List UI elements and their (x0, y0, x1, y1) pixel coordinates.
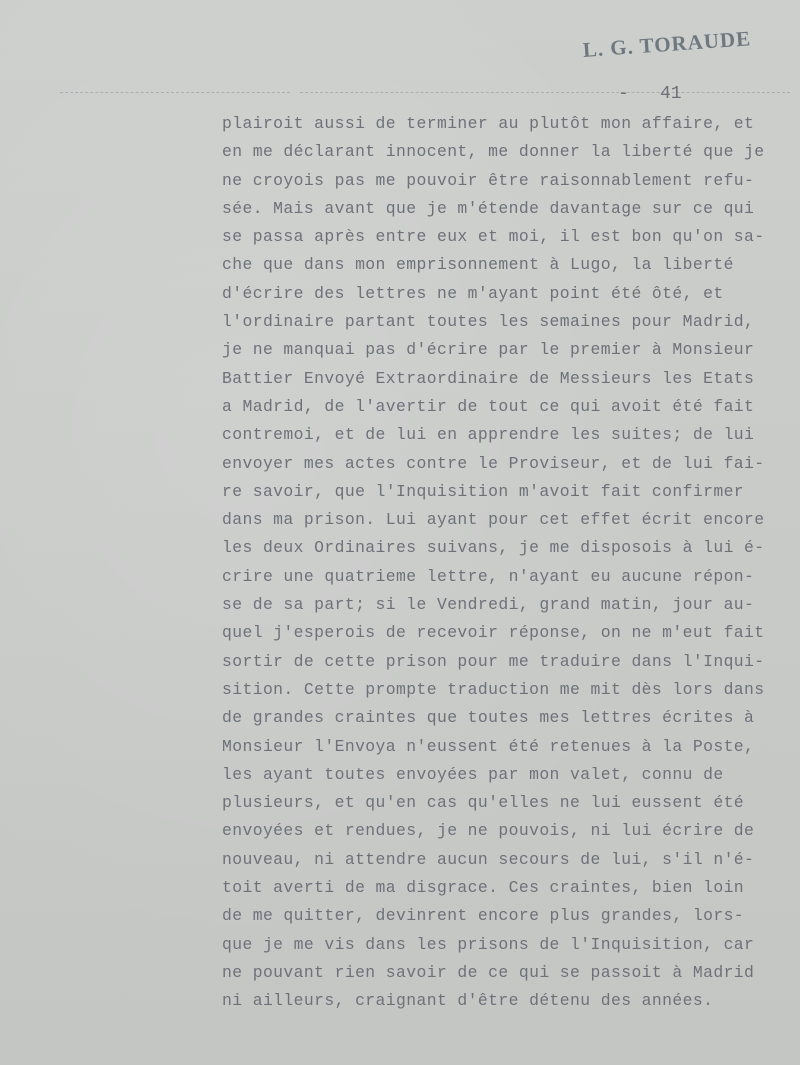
page-number: 41 (660, 84, 682, 104)
text-line: re savoir, que l'Inquisition m'avoit fait confirmer (222, 481, 745, 501)
text-line: plairoit aussi de terminer au plutôt mon affaire, et (222, 114, 755, 133)
text-line: crire une quatrieme lettre, n'ayant eu aucune répon- (222, 566, 755, 586)
text-line: je ne manquai pas d'écrire par le premier à Monsieur (222, 340, 755, 360)
text-line: ne pouvant rien savoir de ce qui se passoit à Madrid (222, 962, 755, 982)
header-rule-right (300, 92, 790, 93)
text-line: sortir de cette prison pour me traduire dans l'Inqui- (222, 651, 765, 671)
text-line: Battier Envoyé Extraordinaire de Messieurs les Etats (222, 368, 755, 388)
text-line: contremoi, et de lui en apprendre les suites; de lui (222, 425, 755, 445)
text-line: se de sa part; si le Vendredi, grand matin, jour au- (222, 595, 755, 615)
text-line: de me quitter, devinrent encore plus grandes, lors- (222, 906, 745, 926)
header-rule-left (60, 92, 290, 93)
text-line: les ayant toutes envoyées par mon valet, connu de (222, 764, 724, 784)
text-line: l'ordinaire partant toutes les semaines pour Madrid, (222, 312, 755, 332)
typed-text-body (222, 110, 790, 1016)
text-line: d'écrire des lettres ne m'ayant point été ôté, et (222, 283, 724, 303)
text-line: che que dans mon emprisonnement à Lugo, la liberté (222, 255, 734, 275)
text-line: envoyées et rendues, je ne pouvois, ni lui écrire de (222, 821, 755, 841)
text-line: sée. Mais avant que je m'étende davantage sur ce qui (222, 198, 755, 218)
text-line: que je me vis dans les prisons de l'Inquisition, car (222, 934, 755, 954)
text-line: les deux Ordinaires suivans, je me disposois à lui é- (222, 538, 765, 558)
library-stamp: L. G. TORAUDE (582, 26, 752, 62)
text-line: quel j'esperois de recevoir réponse, on ne m'eut fait (222, 623, 765, 643)
text-line: nouveau, ni attendre aucun secours de lui, s'il n'é- (222, 849, 755, 869)
text-line: plusieurs, et qu'en cas qu'elles ne lui eussent été (222, 793, 745, 813)
text-line: Monsieur l'Envoya n'eussent été retenues à la Poste, (222, 736, 755, 756)
text-line: ni ailleurs, craignant d'être détenu des années. (222, 991, 714, 1011)
text-line: en me déclarant innocent, me donner la liberté que je (222, 142, 765, 162)
text-line: ne croyois pas me pouvoir être raisonnablement refu- (222, 170, 755, 190)
text-line: a Madrid, de l'avertir de tout ce qui avoit été fait (222, 396, 755, 416)
text-line: se passa après entre eux et moi, il est bon qu'on sa- (222, 227, 765, 247)
text-line: toit averti de ma disgrace. Ces craintes, bien loin (222, 878, 745, 898)
text-line: de grandes craintes que toutes mes lettres écrites à (222, 708, 755, 728)
text-line: dans ma prison. Lui ayant pour cet effet écrit encore (222, 510, 765, 530)
text-line: envoyer mes actes contre le Proviseur, et de lui fai- (222, 453, 765, 473)
header-dash: - (618, 84, 629, 104)
text-line: sition. Cette prompte traduction me mit dès lors dans (222, 679, 765, 699)
